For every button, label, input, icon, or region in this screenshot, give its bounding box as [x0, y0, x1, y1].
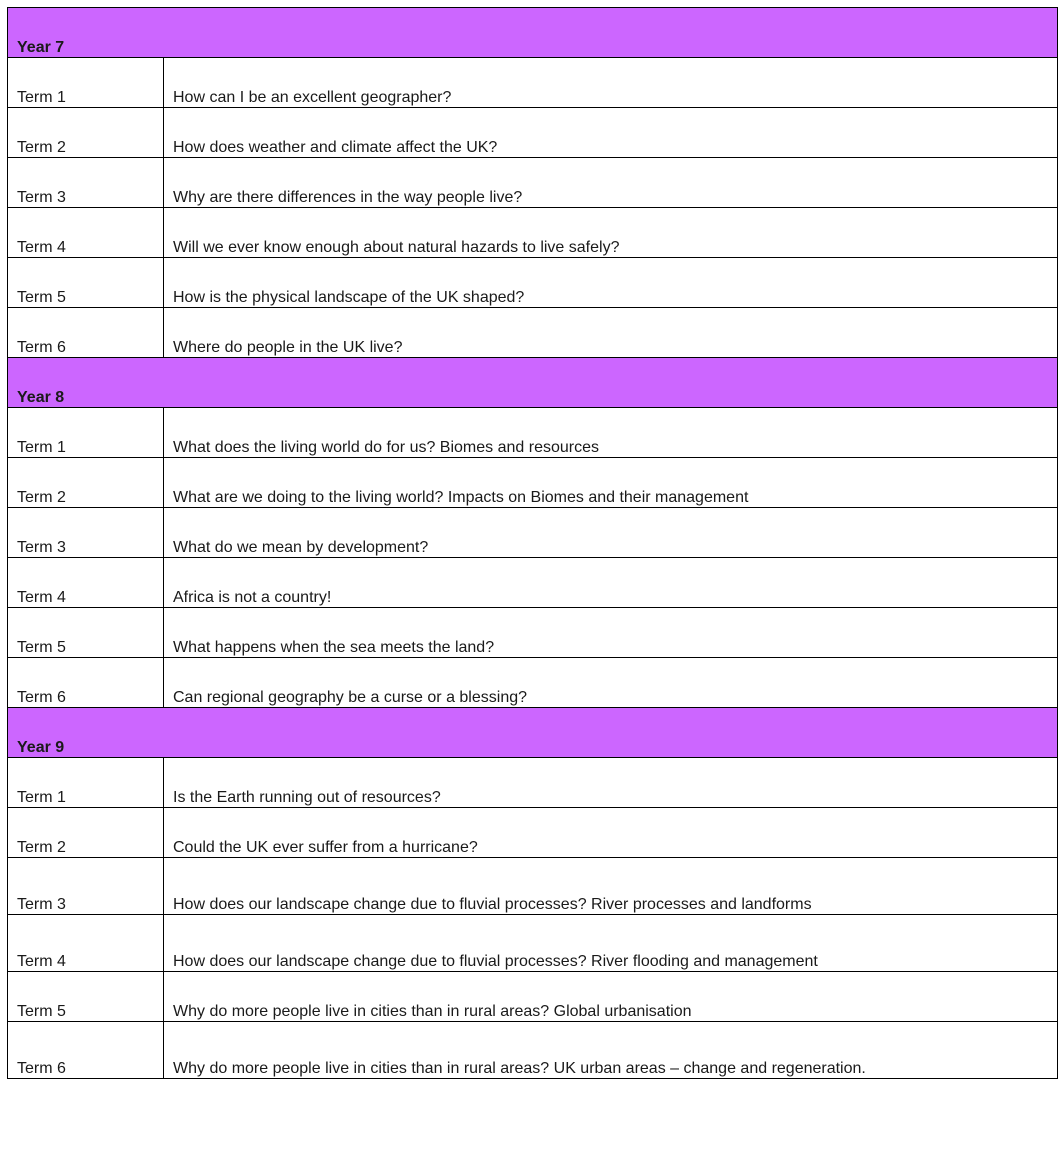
term-row [8, 58, 1058, 108]
term-label: Term 2 [8, 108, 164, 158]
term-topic: What happens when the sea meets the land? [164, 608, 1058, 658]
term-label: Term 2 [8, 808, 164, 858]
term-topic: What does the living world do for us? Biomes and resources [164, 408, 1058, 458]
term-label: Term 5 [8, 972, 164, 1022]
term-row [8, 208, 1058, 258]
year-header-row [8, 708, 1058, 758]
term-row [8, 108, 1058, 158]
term-label: Term 1 [8, 58, 164, 108]
year-header-row [8, 358, 1058, 408]
term-topic: Could the UK ever suffer from a hurricane? [164, 808, 1058, 858]
term-row [8, 915, 1058, 972]
term-topic: How is the physical landscape of the UK shaped? [164, 258, 1058, 308]
term-topic: Will we ever know enough about natural hazards to live safely? [164, 208, 1058, 258]
term-row [8, 258, 1058, 308]
term-label: Term 6 [8, 658, 164, 708]
term-row [8, 158, 1058, 208]
term-label: Term 4 [8, 208, 164, 258]
term-label: Term 5 [8, 258, 164, 308]
term-row [8, 458, 1058, 508]
term-label: Term 2 [8, 458, 164, 508]
term-topic: How does weather and climate affect the UK? [164, 108, 1058, 158]
term-row [8, 608, 1058, 658]
term-topic: Why do more people live in cities than in rural areas? UK urban areas – change and regeneration. [164, 1022, 1058, 1079]
term-label: Term 5 [8, 608, 164, 658]
term-topic: Africa is not a country! [164, 558, 1058, 608]
term-label: Term 6 [8, 1022, 164, 1079]
term-label: Term 4 [8, 915, 164, 972]
year-heading: Year 9 [8, 708, 1058, 758]
term-label: Term 3 [8, 508, 164, 558]
term-label: Term 1 [8, 758, 164, 808]
year-header-row [8, 8, 1058, 58]
term-topic: Is the Earth running out of resources? [164, 758, 1058, 808]
curriculum-table [7, 7, 1058, 1079]
term-row [8, 972, 1058, 1022]
term-row [8, 308, 1058, 358]
term-label: Term 6 [8, 308, 164, 358]
term-topic: How can I be an excellent geographer? [164, 58, 1058, 108]
term-label: Term 4 [8, 558, 164, 608]
term-row [8, 808, 1058, 858]
term-row [8, 508, 1058, 558]
term-row [8, 1022, 1058, 1079]
term-topic: Why are there differences in the way people live? [164, 158, 1058, 208]
term-row [8, 658, 1058, 708]
term-topic: Can regional geography be a curse or a blessing? [164, 658, 1058, 708]
term-topic: What do we mean by development? [164, 508, 1058, 558]
term-row [8, 758, 1058, 808]
term-row [8, 858, 1058, 915]
year-heading: Year 8 [8, 358, 1058, 408]
term-label: Term 1 [8, 408, 164, 458]
term-row [8, 408, 1058, 458]
term-topic: What are we doing to the living world? Impacts on Biomes and their management [164, 458, 1058, 508]
year-heading: Year 7 [8, 8, 1058, 58]
term-label: Term 3 [8, 158, 164, 208]
term-row [8, 558, 1058, 608]
curriculum-table-body [8, 8, 1058, 1079]
term-topic: How does our landscape change due to fluvial processes? River flooding and management [164, 915, 1058, 972]
term-topic: How does our landscape change due to fluvial processes? River processes and landforms [164, 858, 1058, 915]
term-topic: Why do more people live in cities than in rural areas? Global urbanisation [164, 972, 1058, 1022]
term-topic: Where do people in the UK live? [164, 308, 1058, 358]
term-label: Term 3 [8, 858, 164, 915]
